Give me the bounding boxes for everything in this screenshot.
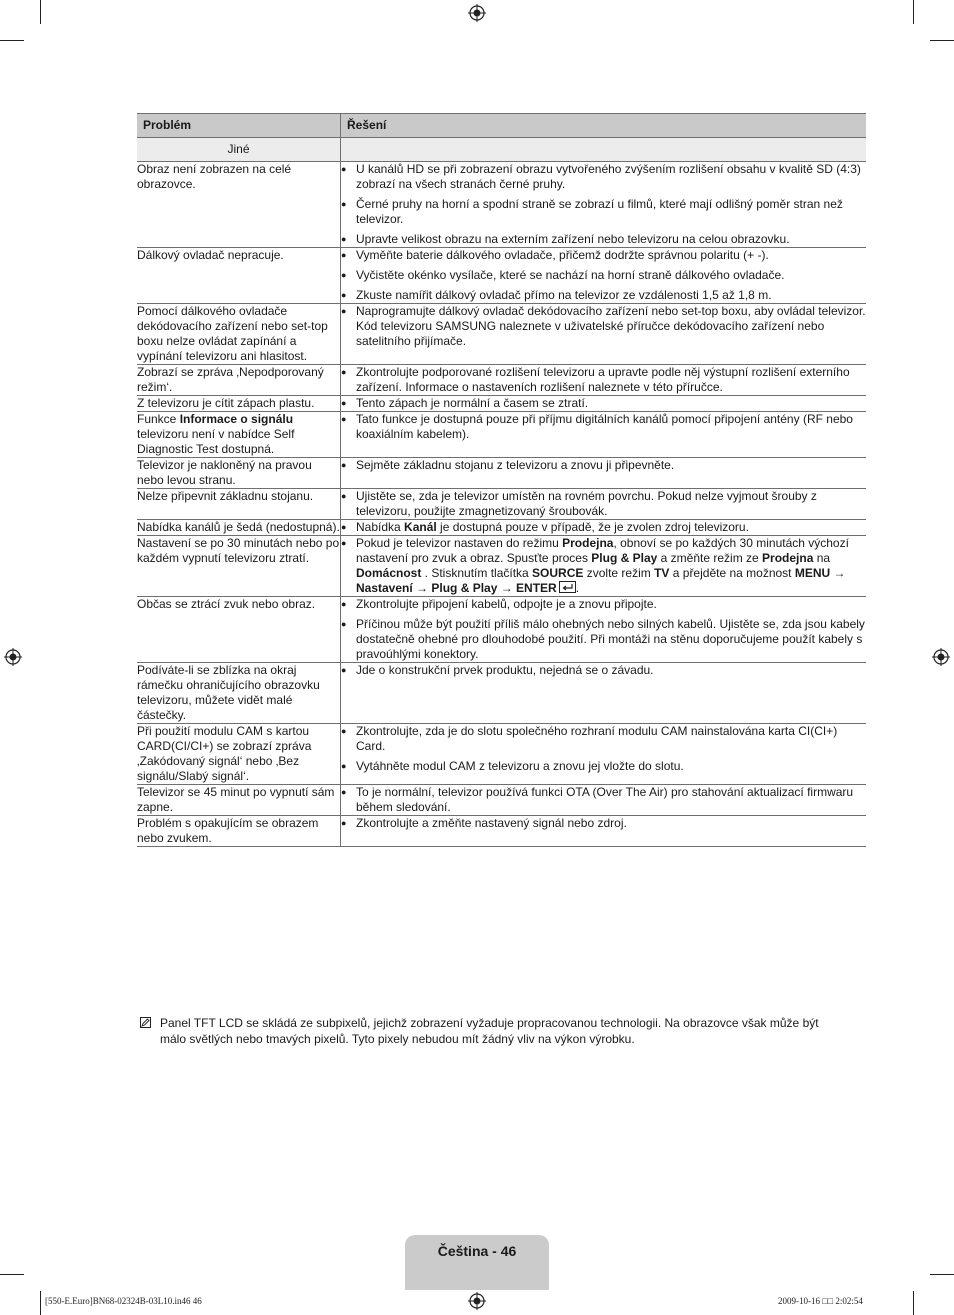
page-number-tab — [405, 1235, 549, 1290]
solution-item: ● Příčinou může být použití příliš málo ohebných nebo silných kabelů. Ujistěte se, zda jsou kabely dostatečně ohebné pro dlouhodobé použití. Při montáži na stěnu doporučujeme použít kabely s pravoúhlými konektory. — [341, 617, 866, 662]
solution-item: ● Vytáhněte modul CAM z televizoru a znovu jej vložte do slotu. — [341, 759, 866, 774]
signal-info-term: Informace o signálu — [179, 412, 294, 426]
table-row — [137, 489, 866, 520]
problem-cell: Občas se ztrácí zvuk nebo obraz. — [137, 597, 341, 663]
solution-item: ● Černé pruhy na horní a spodní straně se zobrazí u filmů, které mají odlišný poměr stran než televizor. — [341, 197, 866, 227]
crop-mark-tr-h — [930, 40, 954, 41]
crop-mark-br-h — [930, 1274, 954, 1275]
print-slug-left: [550-E.Euro]BN68-02324B-03L10.in46 46 — [45, 1296, 202, 1306]
solution-cell — [341, 816, 867, 847]
solution-item: ● Nabídka Kanál je dostupná pouze v případě, že je zvolen zdroj televizoru. — [341, 520, 866, 535]
problem-cell: Pomocí dálkového ovladače dekódovacího zařízení nebo set-top boxu nelze ovládat zapínání a vypínání televizoru ani hlasitost. — [137, 304, 341, 365]
solution-item: ● To je normální, televizor používá funkci OTA (Over The Air) pro stahování aktualizací firmwaru během sledování. — [341, 785, 866, 815]
solution-cell — [341, 248, 867, 304]
solution-item: ● Ujistěte se, zda je televizor umístěn na rovném povrchu. Pokud nelze vyjmout šrouby z televizoru, použijte zmagnetizovaný šroubovák. — [341, 489, 866, 519]
solution-item: ● Zkuste namířit dálkový ovladač přímo na televizor ze vzdálenosti 1,5 až 1,8 m. — [341, 288, 866, 303]
table-row — [137, 396, 866, 412]
crop-mark-bl-h — [0, 1274, 24, 1275]
problem-cell: Nelze připevnit základnu stojanu. — [137, 489, 341, 520]
crop-mark-br-v — [913, 1291, 914, 1315]
problem-cell: Obraz není zobrazen na celé obrazovce. — [137, 162, 341, 248]
solution-cell — [341, 597, 867, 663]
solution-cell — [341, 412, 867, 458]
solution-item: ● Upravte velikost obrazu na externím zařízení nebo televizoru na celou obrazovku. — [341, 232, 866, 247]
table-row — [137, 816, 866, 847]
solution-cell — [341, 304, 867, 365]
note-block — [140, 1015, 840, 1047]
table-row — [137, 597, 866, 663]
solution-item: ● Vyčistěte okénko vysílače, které se nachází na horní straně dálkového ovladače. — [341, 268, 866, 283]
page-label: Čeština - 46 — [437, 1243, 517, 1259]
registration-mark-icon — [468, 1292, 486, 1310]
table-row — [137, 536, 866, 597]
solution-item: ● U kanálů HD se při zobrazení obrazu vytvořeného zvýšením rozlišení obsahu v kvalitě SD (4:3) zobrazí na všech stranách černé pruhy. — [341, 162, 866, 192]
solution-item: ● Vyměňte baterie dálkového ovladače, přičemž dodržte správnou polaritu (+ -). — [341, 248, 866, 263]
crop-mark-tl-v — [40, 0, 41, 24]
table-row — [137, 304, 866, 365]
header-solution: Řešení — [347, 118, 387, 132]
table-row — [137, 458, 866, 489]
problem-cell: Nabídka kanálů je šedá (nedostupná). — [137, 520, 340, 534]
solution-item: ● Naprogramujte dálkový ovladač dekódovacího zařízení nebo set-top boxu, aby ovládal televizor. Kód televizoru SAMSUNG naleznete v uživatelské příručce dekódovacího zařízení nebo satelitního přijímače. — [341, 304, 866, 349]
solution-item: ● Zkontrolujte připojení kabelů, odpojte je a znovu připojte. — [341, 597, 866, 612]
problem-cell: Nastavení se po 30 minutách nebo po každém vypnutí televizoru ztratí. — [137, 536, 341, 597]
problem-cell: Televizor je nakloněný na pravou nebo levou stranu. — [137, 458, 341, 489]
enter-key-icon — [559, 581, 576, 593]
note-text: Panel TFT LCD se skládá ze subpixelů, jejichž zobrazení vyžaduje propracovanou technologii. Na obrazovce však může být málo světlých nebo tmavých pixelů. Tyto pixely nebudou mít žádný vliv na výkon výrobku. — [160, 1016, 819, 1046]
solution-item: ● Tato funkce je dostupná pouze při příjmu digitálních kanálů pomocí připojení antény (RF nebo koaxiálním kabelem). — [341, 412, 866, 442]
solution-item: ● Zkontrolujte podporované rozlišení televizoru a upravte podle něj výstupní rozlišení externího zařízení. Informace o nastaveních rozlišení naleznete v této příručce. — [341, 365, 866, 395]
troubleshooting-table — [137, 113, 866, 847]
category-label: Jiné — [137, 138, 341, 162]
registration-mark-icon — [468, 4, 486, 22]
problem-cell: Podíváte-li se zblízka na okraj rámečku ohraničujícího obrazovku televizoru, můžete vidět malé částečky. — [137, 663, 341, 724]
solution-item: ● Zkontrolujte, zda je do slotu společného rozhraní modulu CAM nainstalována karta CI(CI+) Card. — [341, 724, 866, 754]
registration-mark-icon — [4, 648, 22, 666]
solution-cell — [341, 396, 867, 412]
table-header-row — [137, 114, 866, 138]
crop-mark-bl-v — [40, 1291, 41, 1315]
category-row — [137, 138, 866, 162]
table-row — [137, 412, 866, 458]
table-row — [137, 663, 866, 724]
solution-cell — [341, 520, 867, 536]
solution-cell — [341, 365, 867, 396]
solution-cell — [341, 162, 867, 248]
solution-cell — [341, 724, 867, 785]
problem-cell: Zobrazí se zpráva ‚Nepodporovaný režim‘. — [137, 365, 341, 396]
crop-mark-tl-h — [0, 40, 24, 41]
problem-cell: Televizor se 45 minut po vypnutí sám zapne. — [137, 785, 341, 816]
solution-item: ● Pokud je televizor nastaven do režimu Prodejna, obnoví se po každých 30 minutách výchozí nastavení pro zvuk a obraz. Spusťte proces Plug & Play a změňte režim ze Prodejna na Domácnost . Stisknutím tlačítka SOURCE zvolte režim TV a přejděte na možnost MENU → Nastavení → Plug & Play → ENTER . — [341, 536, 866, 596]
header-problem: Problém — [137, 114, 341, 138]
table-row — [137, 724, 866, 785]
table-row — [137, 248, 866, 304]
solution-item: ● Tento zápach je normální a časem se ztratí. — [341, 396, 866, 411]
table-row — [137, 520, 866, 536]
solution-cell — [341, 458, 867, 489]
note-pencil-icon — [140, 1017, 151, 1028]
print-slug-right: 2009-10-16 □□ 2:02:54 — [778, 1296, 863, 1306]
solution-cell — [341, 489, 867, 520]
problem-cell: Problém s opakujícím se obrazem nebo zvukem. — [137, 816, 341, 847]
table-row — [137, 785, 866, 816]
crop-mark-tr-v — [913, 0, 914, 24]
registration-mark-icon — [932, 648, 950, 666]
solution-cell — [341, 536, 867, 597]
solution-item: ● Sejměte základnu stojanu z televizoru a znovu ji připevněte. — [341, 458, 866, 473]
problem-cell: Dálkový ovladač nepracuje. — [137, 248, 341, 304]
solution-item: ● Zkontrolujte a změňte nastavený signál nebo zdroj. — [341, 816, 866, 831]
solution-item: ● Jde o konstrukční prvek produktu, nejedná se o závadu. — [341, 663, 866, 678]
problem-cell: Při použití modulu CAM s kartou CARD(CI/CI+) se zobrazí zpráva ‚Zakódovaný signál‘ nebo ‚Bez signálu/Slabý signál‘. — [137, 724, 341, 785]
solution-cell — [341, 663, 867, 724]
table-row — [137, 162, 866, 248]
table-row — [137, 365, 866, 396]
problem-cell: Funkce Informace o signálu televizoru není v nabídce Self Diagnostic Test dostupná. — [137, 412, 341, 458]
solution-cell — [341, 785, 867, 816]
problem-cell: Z televizoru je cítit zápach plastu. — [137, 396, 341, 412]
